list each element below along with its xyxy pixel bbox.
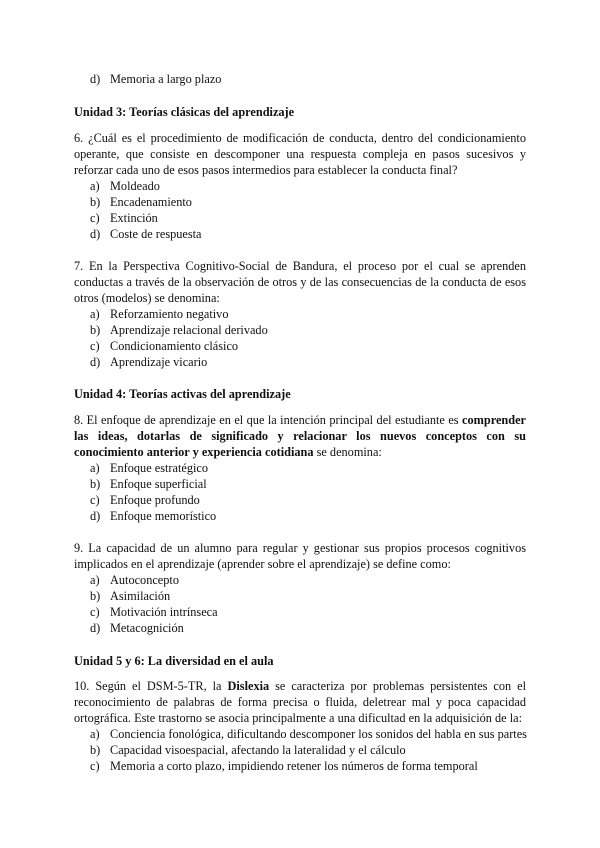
option-letter: b): [90, 589, 101, 603]
option-letter: b): [90, 743, 101, 757]
list-item: [90, 322, 268, 338]
list-item: [90, 726, 527, 742]
option-letter: a): [90, 461, 100, 475]
question-10-suffix: se caracteriza por problemas persistentes con el reconocimiento de palabras de forma precisa o fluida, deletrear mal y poca capacidad ortográfica. Este trastorno se asocia principalmente a una dificultad en la adquisición de la:: [74, 679, 527, 726]
question-10-text: [74, 678, 526, 727]
option-letter: c): [90, 759, 100, 773]
option-text: Extinción: [110, 211, 158, 225]
option-letter: a): [90, 727, 100, 741]
question-8-suffix: se denomina:: [313, 445, 382, 460]
question-8-emphasis: comprender las ideas, dotarlas de significado y relacionar los nuevos conceptos con su conocimiento anterior y experiencia cotidiana: [74, 413, 526, 460]
list-item: [90, 226, 202, 242]
list-item: [90, 758, 478, 774]
option-text: Enfoque memorístico: [110, 509, 217, 523]
section-heading-unit-4: Unidad 4: Teorías activas del aprendizaje: [74, 387, 291, 401]
option-letter: d): [90, 355, 101, 369]
option-letter: a): [90, 307, 100, 321]
option-text: Capacidad visoespacial, afectando la lateralidad y el cálculo: [110, 743, 406, 757]
option-letter: c): [90, 339, 100, 353]
question-10-prefix: 10. Según el DSM-5-TR, la: [74, 679, 228, 693]
question-10-emphasis: Dislexia: [227, 679, 270, 693]
option-text: Aprendizaje vicario: [110, 355, 208, 369]
list-item: [90, 306, 228, 322]
option-text: Memoria a largo plazo: [110, 72, 222, 86]
list-item: [90, 338, 238, 354]
list-item: [90, 460, 208, 476]
list-item: [90, 354, 207, 370]
option-letter: b): [90, 195, 101, 209]
option-text: Coste de respuesta: [110, 227, 202, 241]
list-item: [90, 588, 170, 604]
list-item: [90, 572, 179, 588]
option-text: Enfoque profundo: [110, 493, 200, 507]
option-letter: d): [90, 227, 101, 241]
option-text: Reforzamiento negativo: [110, 307, 229, 321]
option-text: Enfoque superficial: [110, 477, 207, 491]
question-6-text: 6. ¿Cuál es el procedimiento de modificación de conducta, dentro del condicionamiento operante, que consiste en descomponer una respuesta compleja en pasos sucesivos y reforzar cada uno de esos pasos intermedios para establecer la conducta final?: [74, 131, 526, 178]
option-text: Motivación intrínseca: [110, 605, 218, 619]
option-text: Autoconcepto: [110, 573, 179, 587]
section-heading-unit-5-6: Unidad 5 y 6: La diversidad en el aula: [74, 654, 274, 668]
option-text: Metacognición: [110, 621, 184, 635]
question-8-prefix: 8. El enfoque de aprendizaje en el que la intención principal del estudiante es: [74, 413, 463, 427]
list-item: [90, 210, 158, 226]
option-letter: b): [90, 477, 101, 491]
question-7-text: 7. En la Perspectiva Cognitivo-Social de Bandura, el proceso por el cual se aprenden conductas a través de la observación de otros y de las consecuencias de la conducta de esos otros (modelos) se denomina:: [74, 259, 526, 306]
option-letter: d): [90, 621, 101, 635]
list-item: [90, 742, 406, 758]
option-text: Moldeado: [110, 179, 160, 193]
section-heading-unit-3: Unidad 3: Teorías clásicas del aprendizaje: [74, 105, 295, 119]
list-item: [90, 476, 207, 492]
option-letter: a): [90, 179, 100, 193]
option-text: Memoria a corto plazo, impidiendo retener los números de forma temporal: [110, 759, 478, 773]
list-item: [90, 620, 184, 636]
list-item: [90, 492, 200, 508]
option-letter: c): [90, 493, 100, 507]
list-item: [90, 194, 192, 210]
option-text: Aprendizaje relacional derivado: [110, 323, 268, 337]
option-letter: a): [90, 573, 100, 587]
list-item: [90, 71, 221, 87]
question-8-text: [74, 412, 526, 461]
option-text: Conciencia fonológica, dificultando descomponer los sonidos del habla en sus partes: [110, 727, 527, 741]
option-letter: c): [90, 211, 100, 225]
option-text: Asimilación: [110, 589, 171, 603]
list-item: [90, 604, 218, 620]
option-letter: c): [90, 605, 100, 619]
option-letter: b): [90, 323, 101, 337]
option-text: Encadenamiento: [110, 195, 192, 209]
option-text: Condicionamiento clásico: [110, 339, 239, 353]
list-item: [90, 178, 160, 194]
list-item: [90, 508, 216, 524]
option-text: Enfoque estratégico: [110, 461, 208, 475]
option-letter: d): [90, 509, 101, 523]
option-letter: d): [90, 72, 101, 86]
question-9-text: 9. La capacidad de un alumno para regular y gestionar sus propios procesos cognitivos implicados en el aprendizaje (aprender sobre el aprendizaje) se define como:: [74, 541, 526, 572]
